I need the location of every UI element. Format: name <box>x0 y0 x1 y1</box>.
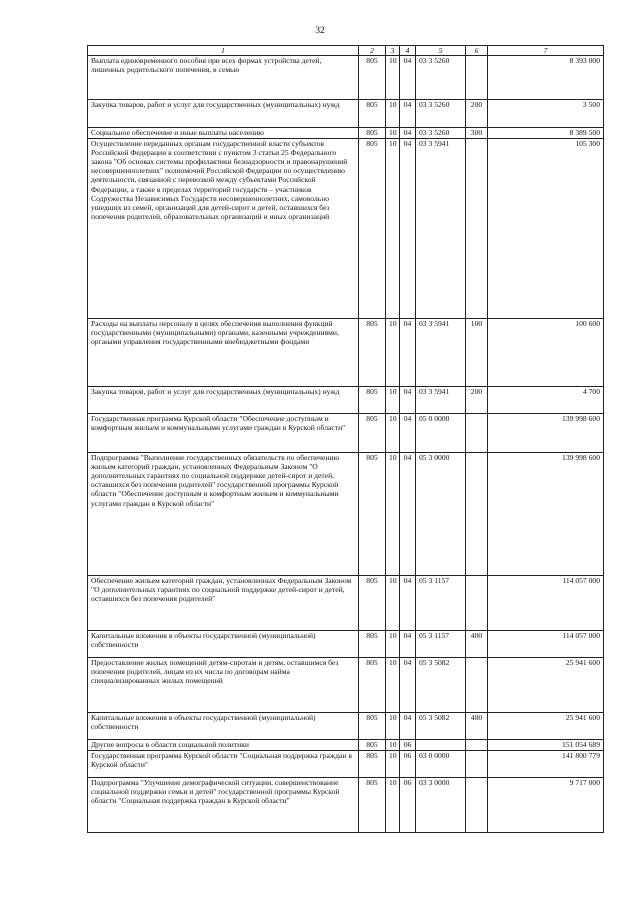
cell-subsection: 04 <box>400 128 416 139</box>
cell-expense-type: 100 <box>466 319 488 387</box>
cell-expense-type <box>466 139 488 319</box>
cell-subsection: 04 <box>400 658 416 713</box>
cell-amount: 8 393 000 <box>488 56 604 100</box>
cell-subsection: 04 <box>400 139 416 319</box>
cell-expense-type: 200 <box>466 100 488 128</box>
cell-expense-type: 200 <box>466 387 488 414</box>
cell-target-article: 05 3 1157 <box>416 576 466 631</box>
cell-ministry: 805 <box>359 658 386 713</box>
cell-subsection: 04 <box>400 319 416 387</box>
cell-expense-type <box>466 740 488 751</box>
header-col-3: 3 <box>386 46 400 56</box>
cell-expense-type <box>466 658 488 713</box>
cell-section: 10 <box>386 778 400 833</box>
table-row <box>88 56 604 100</box>
page-number: 32 <box>315 26 325 36</box>
cell-name: Обеспечение жильем категорий граждан, установленных Федеральным Законом "О дополнительных гарантиях по социальной поддержке детей-сирот и детей, оставшихся без попечения родителей" <box>88 576 359 631</box>
cell-subsection: 04 <box>400 387 416 414</box>
cell-ministry: 805 <box>359 128 386 139</box>
header-col-4: 4 <box>400 46 416 56</box>
cell-target-article: 05 3 1157 <box>416 631 466 658</box>
cell-name: Подпрограмма "Улучшение демографической ситуации, совершенствование социальной поддержки семьи и детей" государственной программы Курской области "Социальная поддержка граждан в Курской области" <box>88 778 359 833</box>
cell-section: 10 <box>386 658 400 713</box>
cell-ministry: 805 <box>359 139 386 319</box>
cell-amount: 114 057 000 <box>488 631 604 658</box>
cell-name: Выплата единовременного пособия при всех формах устройства детей, лишенных родительского попечения, в семью <box>88 56 359 100</box>
cell-ministry: 805 <box>359 387 386 414</box>
cell-ministry: 805 <box>359 778 386 833</box>
cell-name: Капитальные вложения в объекты государственной (муниципальной) собственности <box>88 631 359 658</box>
cell-amount: 25 941 600 <box>488 713 604 740</box>
cell-section: 10 <box>386 100 400 128</box>
cell-expense-type <box>466 56 488 100</box>
cell-target-article: 03 3 5941 <box>416 319 466 387</box>
cell-target-article: 03 3 0000 <box>416 778 466 833</box>
table-row <box>88 128 604 139</box>
header-col-5: 5 <box>416 46 466 56</box>
cell-subsection: 06 <box>400 778 416 833</box>
cell-amount: 100 600 <box>488 319 604 387</box>
cell-name: Другие вопросы в области социальной политики <box>88 740 359 751</box>
cell-target-article: 03 3 5260 <box>416 56 466 100</box>
cell-section: 10 <box>386 740 400 751</box>
cell-subsection: 04 <box>400 56 416 100</box>
cell-expense-type <box>466 414 488 453</box>
cell-section: 10 <box>386 453 400 576</box>
table-row <box>88 740 604 751</box>
cell-target-article: 05 3 0000 <box>416 453 466 576</box>
cell-name: Осуществление переданных органам государственной власти субъектов Российской Федерации в соответствии с пунктом 3 статьи 25 Федерального закона "Об основах системы профилактики безнадзорности и правонарушений несовершеннолетних" полномочий Российской Федерации по осуществлению деятельности, связанной с перевозкой между субъектами Российской Федерации, а также в пределах территорий государств – участников Содружества Независимых Государств несовершеннолетних, самовольно ушедших из семей, организаций для детей-сирот и детей, оставшихся без попечения родителей, образовательных организаций и иных организаций <box>88 139 359 319</box>
cell-ministry: 805 <box>359 751 386 778</box>
cell-name: Расходы на выплаты персоналу в целях обеспечения выполнения функций государственными (муниципальными) органами, казенными учреждениями, органами управления государственными внебюджетными фондами <box>88 319 359 387</box>
cell-name: Социальное обеспечение и иные выплаты населению <box>88 128 359 139</box>
table-row <box>88 576 604 631</box>
cell-target-article: 03 3 5941 <box>416 139 466 319</box>
header-row <box>88 46 604 56</box>
table-row <box>88 631 604 658</box>
cell-target-article: 05 3 5082 <box>416 713 466 740</box>
cell-amount: 105 300 <box>488 139 604 319</box>
cell-section: 10 <box>386 713 400 740</box>
cell-section: 10 <box>386 631 400 658</box>
cell-section: 10 <box>386 128 400 139</box>
cell-target-article: 05 0 0000 <box>416 414 466 453</box>
cell-name: Предоставление жилых помещений детям-сиротам и детям, оставшимся без попечения родителей, лицам из их числа по договорам найма специализированных жилых помещений <box>88 658 359 713</box>
cell-subsection: 04 <box>400 414 416 453</box>
cell-expense-type <box>466 453 488 576</box>
cell-ministry: 805 <box>359 56 386 100</box>
cell-subsection: 04 <box>400 713 416 740</box>
table-row <box>88 658 604 713</box>
cell-section: 10 <box>386 414 400 453</box>
cell-subsection: 06 <box>400 740 416 751</box>
cell-name: Закупка товаров, работ и услуг для государственных (муниципальных) нужд <box>88 387 359 414</box>
cell-name: Капитальные вложения в объекты государственной (муниципальной) собственности <box>88 713 359 740</box>
cell-section: 10 <box>386 751 400 778</box>
cell-expense-type <box>466 778 488 833</box>
cell-ministry: 805 <box>359 414 386 453</box>
cell-amount: 139 998 600 <box>488 453 604 576</box>
cell-subsection: 04 <box>400 453 416 576</box>
cell-amount: 8 389 500 <box>488 128 604 139</box>
cell-ministry: 805 <box>359 713 386 740</box>
cell-name: Государственная программа Курской области "Обеспечение доступным и комфортным жильем и коммунальными услугами граждан в Курской области" <box>88 414 359 453</box>
cell-subsection: 04 <box>400 576 416 631</box>
cell-section: 10 <box>386 576 400 631</box>
header-col-7: 7 <box>488 46 604 56</box>
table-row <box>88 751 604 778</box>
table-row <box>88 713 604 740</box>
table-row <box>88 139 604 319</box>
cell-amount: 4 700 <box>488 387 604 414</box>
cell-amount: 9 717 000 <box>488 778 604 833</box>
cell-amount: 141 800 779 <box>488 751 604 778</box>
table-row <box>88 453 604 576</box>
table-row <box>88 319 604 387</box>
cell-amount: 139 998 600 <box>488 414 604 453</box>
cell-target-article: 03 0 0000 <box>416 751 466 778</box>
cell-ministry: 805 <box>359 740 386 751</box>
cell-ministry: 805 <box>359 631 386 658</box>
table-row <box>88 100 604 128</box>
cell-amount: 114 057 000 <box>488 576 604 631</box>
cell-subsection: 04 <box>400 100 416 128</box>
cell-name: Подпрограмма "Выполнение государственных обязательств по обеспечению жильем категорий граждан, установленных Федеральным Законом "О дополнительных гарантиях по социальной поддержке детей-сирот и детей, оставшихся без попечения родителей" государственной программы Курской области "Обеспечение доступным и комфортным жильем и коммунальными услугами граждан в Курской области" <box>88 453 359 576</box>
cell-subsection: 04 <box>400 631 416 658</box>
cell-name: Закупка товаров, работ и услуг для государственных (муниципальных) нужд <box>88 100 359 128</box>
table-row <box>88 387 604 414</box>
cell-expense-type: 400 <box>466 713 488 740</box>
cell-expense-type: 400 <box>466 631 488 658</box>
header-col-1: 1 <box>88 46 359 56</box>
cell-ministry: 805 <box>359 100 386 128</box>
cell-target-article: 03 3 5941 <box>416 387 466 414</box>
cell-amount: 25 941 600 <box>488 658 604 713</box>
cell-ministry: 805 <box>359 576 386 631</box>
cell-ministry: 805 <box>359 453 386 576</box>
cell-target-article: 05 3 5082 <box>416 658 466 713</box>
cell-amount: 151 054 689 <box>488 740 604 751</box>
cell-target-article: 03 3 5260 <box>416 128 466 139</box>
cell-expense-type <box>466 751 488 778</box>
header-col-2: 2 <box>359 46 386 56</box>
cell-expense-type: 300 <box>466 128 488 139</box>
cell-amount: 3 500 <box>488 100 604 128</box>
cell-section: 10 <box>386 56 400 100</box>
budget-table <box>87 45 604 833</box>
cell-subsection: 06 <box>400 751 416 778</box>
cell-expense-type <box>466 576 488 631</box>
cell-target-article: 03 3 5260 <box>416 100 466 128</box>
cell-section: 10 <box>386 387 400 414</box>
cell-target-article <box>416 740 466 751</box>
header-col-6: 6 <box>466 46 488 56</box>
table-row <box>88 778 604 833</box>
table-row <box>88 414 604 453</box>
cell-ministry: 805 <box>359 319 386 387</box>
cell-section: 10 <box>386 139 400 319</box>
cell-name: Государственная программа Курской области "Социальная поддержка граждан в Курской области" <box>88 751 359 778</box>
cell-section: 10 <box>386 319 400 387</box>
